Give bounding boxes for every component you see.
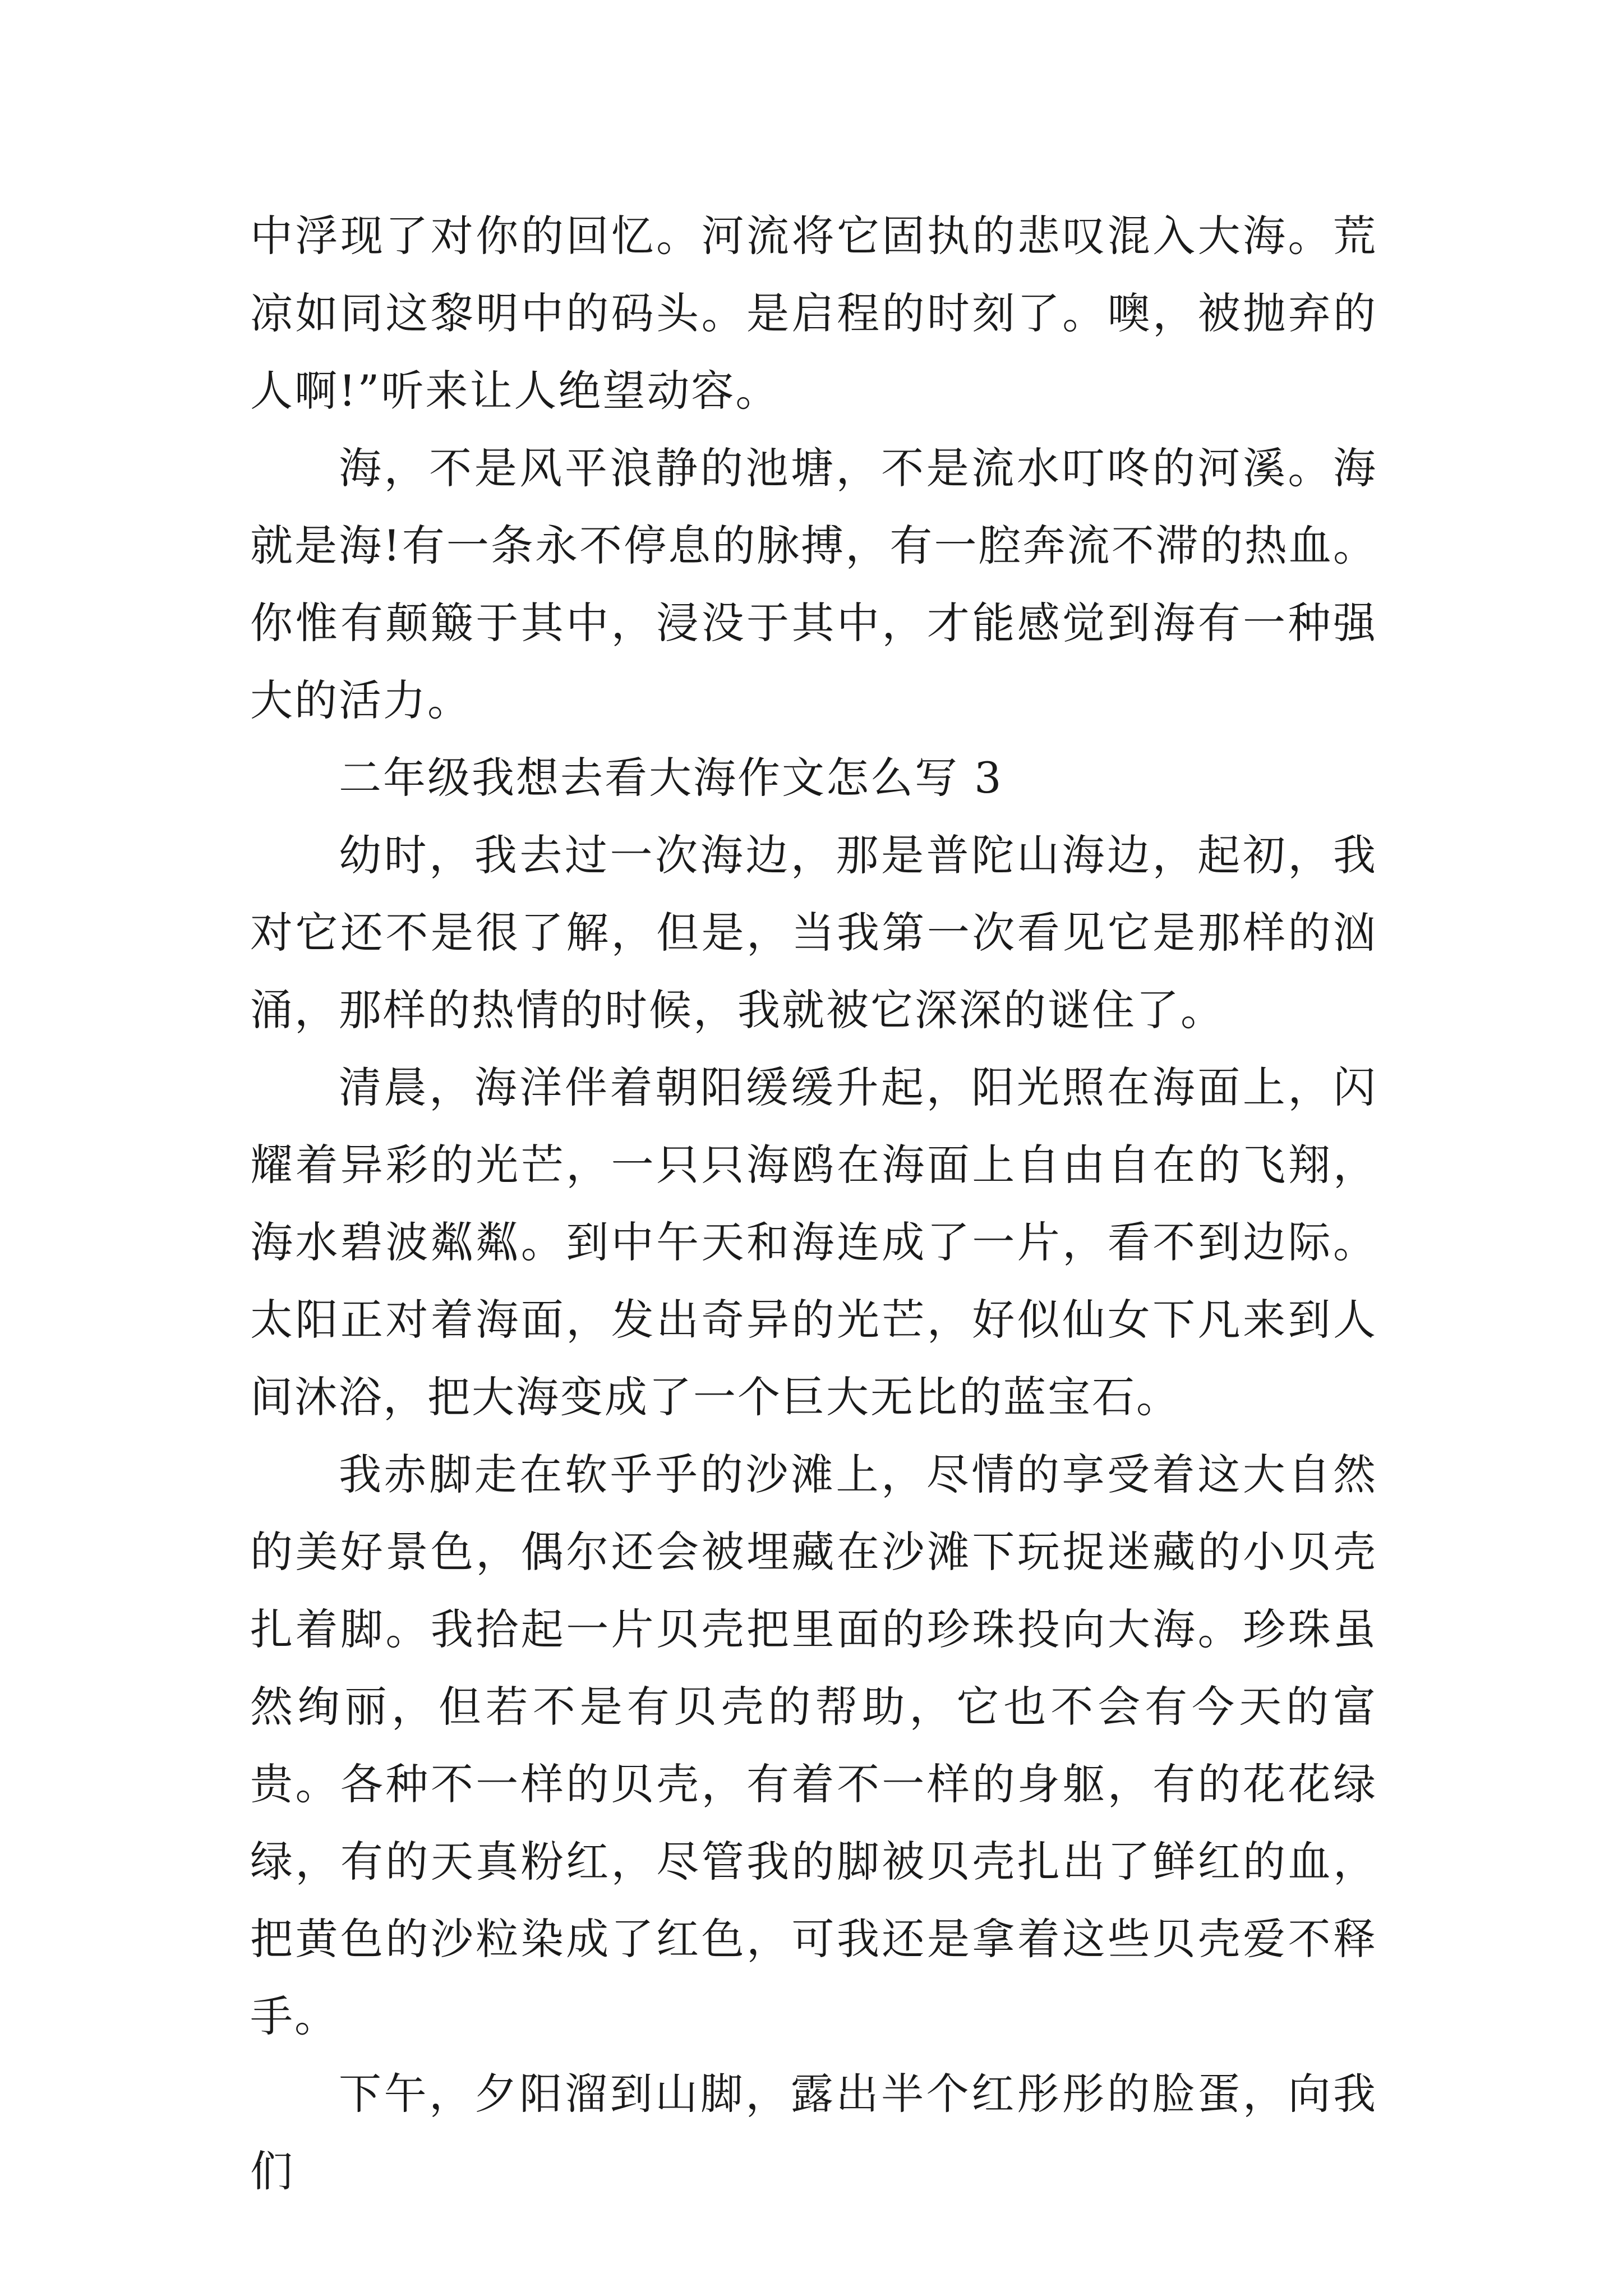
paragraph-4: 清晨，海洋伴着朝阳缓缓升起，阳光照在海面上，闪耀着异彩的光芒，一只只海鸥在海面上自由自在的飞翔，海水碧波粼粼。到中午天和海连成了一片，看不到边际。太阳正对着海面，发出奇异的光芒，好似仙女下凡来到人间沐浴，把大海变成了一个巨大无比的蓝宝石。 [250,1062,1377,1422]
section-heading: 二年级我想去看大海作文怎么写 3 [339,753,1003,803]
paragraph-5: 我赤脚走在软乎乎的沙滩上，尽情的享受着这大自然的美好景色，偶尔还会被埋藏在沙滩下玩捉迷藏的小贝壳扎着脚。我拾起一片贝壳把里面的珍珠投向大海。珍珠虽然绚丽，但若不是有贝壳的帮助，它也不会有今天的富贵。各种不一样的贝壳，有着不一样的身躯，有的花花绿绿，有的天真粉红，尽管我的脚被贝壳扎出了鲜红的血，把黄色的沙粒染成了红色，可我还是拿着这些贝壳爱不释手。 [250,1450,1377,2041]
essay-body [250,197,1377,2210]
paragraph-3: 幼时，我去过一次海边，那是普陀山海边，起初，我对它还不是很了解，但是，当我第一次看见它是那样的汹涌，那样的热情的时候，我就被它深深的谜住了。 [250,830,1377,1035]
paragraph-2: 海，不是风平浪静的池塘，不是流水叮咚的河溪。海就是海!有一条永不停息的脉搏，有一腔奔流不滞的热血。你惟有颠簸于其中，浸没于其中，才能感觉到海有一种强大的活力。 [250,443,1377,725]
paragraph-1: 中浮现了对你的回忆。河流将它固执的悲叹混入大海。荒凉如同这黎明中的码头。是启程的时刻了。噢，被抛弃的人啊!”听来让人绝望动容。 [250,211,1377,416]
paragraph-6: 下午，夕阳溜到山脚，露出半个红彤彤的脸蛋，向我们 [250,2069,1377,2196]
